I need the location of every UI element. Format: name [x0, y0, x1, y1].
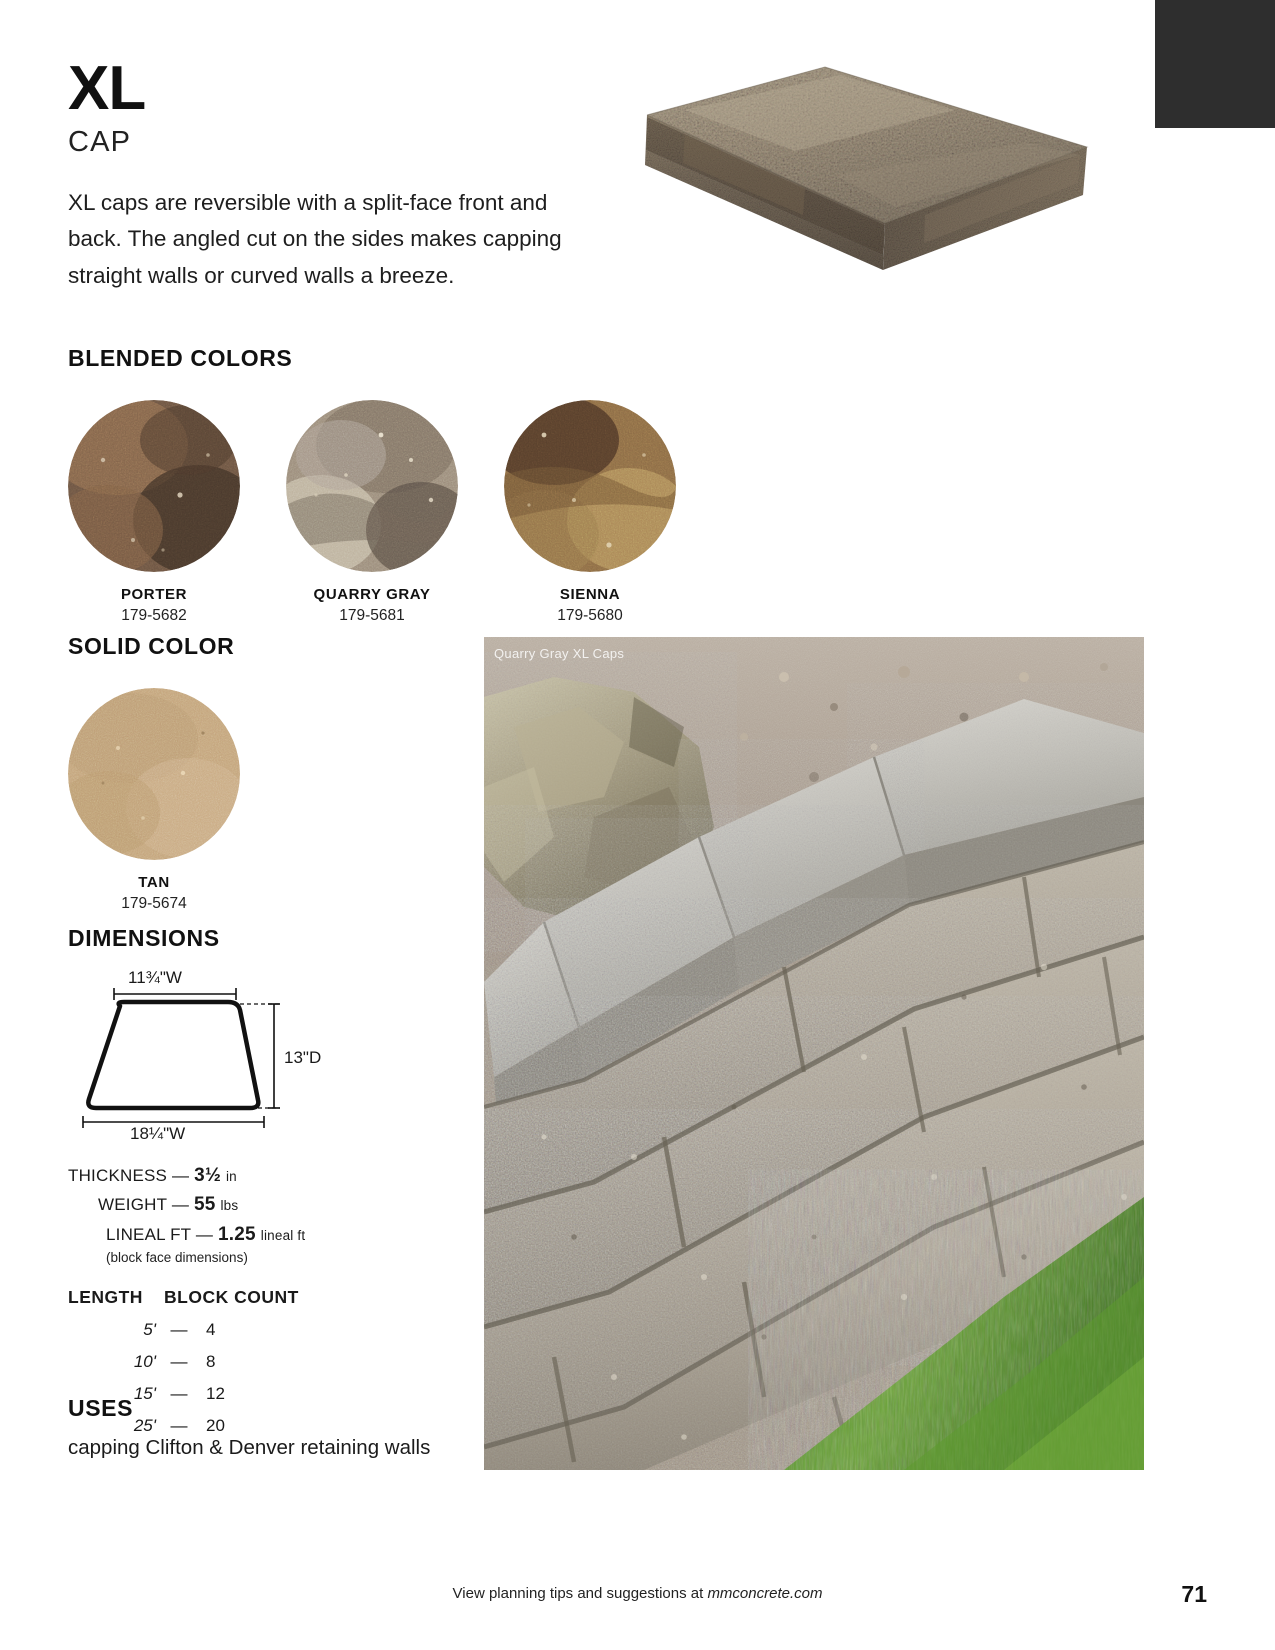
column-header-block-count: BLOCK COUNT — [164, 1287, 299, 1308]
footer-text: View planning tips and suggestions at — [452, 1585, 708, 1602]
cell-count: 12 — [206, 1384, 225, 1404]
uses-section — [68, 1395, 498, 1460]
spec-unit: in — [225, 1169, 237, 1184]
spec-label: WEIGHT — [98, 1195, 167, 1215]
swatch-name: QUARRY GRAY — [313, 586, 431, 603]
swatch-name: TAN — [138, 874, 170, 891]
swatch-image-porter — [68, 400, 240, 572]
spec-label: LINEAL FT — [106, 1224, 191, 1244]
cell-length: 15' — [133, 1384, 156, 1404]
cell-length: 5' — [143, 1320, 156, 1340]
dimension-bottom-width: 18¼"W — [130, 1124, 186, 1143]
color-swatch-tan[interactable] — [68, 688, 240, 913]
cell-dash: — — [170, 1320, 188, 1340]
uses-text: capping Clifton & Denver retaining walls — [68, 1436, 431, 1459]
cell-count: 20 — [206, 1416, 225, 1436]
swatch-name: PORTER — [120, 586, 188, 603]
solid-swatch-row — [68, 688, 368, 913]
page-edge-tab — [1155, 0, 1275, 128]
blended-colors-section — [68, 345, 688, 625]
swatch-image-sienna — [504, 400, 676, 572]
product-description: XL caps are reversible with a split-face front and back. The angled cut on the sides makes capping straight walls or curved walls a breeze. — [68, 190, 562, 288]
page-subtitle: CAP — [68, 126, 132, 158]
spec-value: 1.25 — [218, 1223, 256, 1245]
footer-site: mmconcrete.com — [707, 1585, 823, 1602]
cell-length: 10' — [133, 1352, 156, 1372]
dimension-depth: 13"D — [284, 1048, 322, 1067]
cell-dash: — — [170, 1416, 188, 1436]
product-photo — [625, 55, 1095, 305]
installation-photo — [484, 637, 1144, 1470]
table-row — [68, 1352, 368, 1372]
cell-dash: — — [170, 1352, 188, 1372]
swatch-code: 179-5680 — [557, 607, 623, 624]
dimensions-heading: DIMENSIONS — [68, 925, 220, 951]
cell-length: 25' — [133, 1416, 156, 1436]
cell-dash: — — [170, 1384, 188, 1404]
spec-lineal-ft — [68, 1220, 368, 1249]
table-row — [68, 1320, 368, 1340]
swatch-code: 179-5682 — [121, 607, 187, 624]
page-title: XL — [68, 54, 146, 123]
color-swatch-quarry-gray[interactable] — [286, 400, 458, 625]
spec-dash: — — [172, 1166, 190, 1185]
spec-weight — [68, 1190, 368, 1219]
dimensions-section — [68, 925, 398, 1436]
swatch-code: 179-5674 — [121, 895, 187, 912]
swatch-name: SIENNA — [559, 586, 621, 603]
table-header-row — [68, 1287, 368, 1308]
column-header-length: LENGTH — [68, 1287, 143, 1308]
blended-colors-heading: BLENDED COLORS — [68, 345, 293, 371]
spec-label: THICKNESS — [68, 1166, 168, 1185]
spec-value: 55 — [193, 1194, 216, 1216]
solid-color-heading: SOLID COLOR — [68, 633, 235, 659]
swatch-image-tan — [68, 688, 240, 860]
blended-swatch-row — [68, 400, 688, 625]
dimension-top-width: 11¾"W — [128, 968, 182, 987]
title-block — [68, 54, 588, 294]
solid-color-section — [68, 633, 368, 913]
color-swatch-porter[interactable] — [68, 400, 240, 625]
page-number: 71 — [1181, 1581, 1207, 1607]
spec-unit: lineal ft — [260, 1227, 306, 1243]
spec-list — [68, 1161, 368, 1265]
spec-note: (block face dimensions) — [106, 1250, 248, 1266]
swatch-image-quarry-gray — [286, 400, 458, 572]
uses-heading: USES — [68, 1395, 134, 1421]
spec-value: 3½ — [194, 1165, 221, 1186]
photo-caption: Quarry Gray XL Caps — [494, 646, 625, 661]
spec-dash: — — [195, 1224, 214, 1244]
spec-thickness — [68, 1161, 368, 1190]
spec-unit: lbs — [220, 1198, 239, 1214]
dimension-diagram — [68, 968, 368, 1147]
cell-count: 8 — [206, 1352, 216, 1372]
spec-dash: — — [171, 1195, 190, 1215]
swatch-code: 179-5681 — [339, 607, 405, 624]
cell-count: 4 — [206, 1320, 216, 1340]
color-swatch-sienna[interactable] — [504, 400, 676, 625]
footer — [0, 1585, 1275, 1602]
